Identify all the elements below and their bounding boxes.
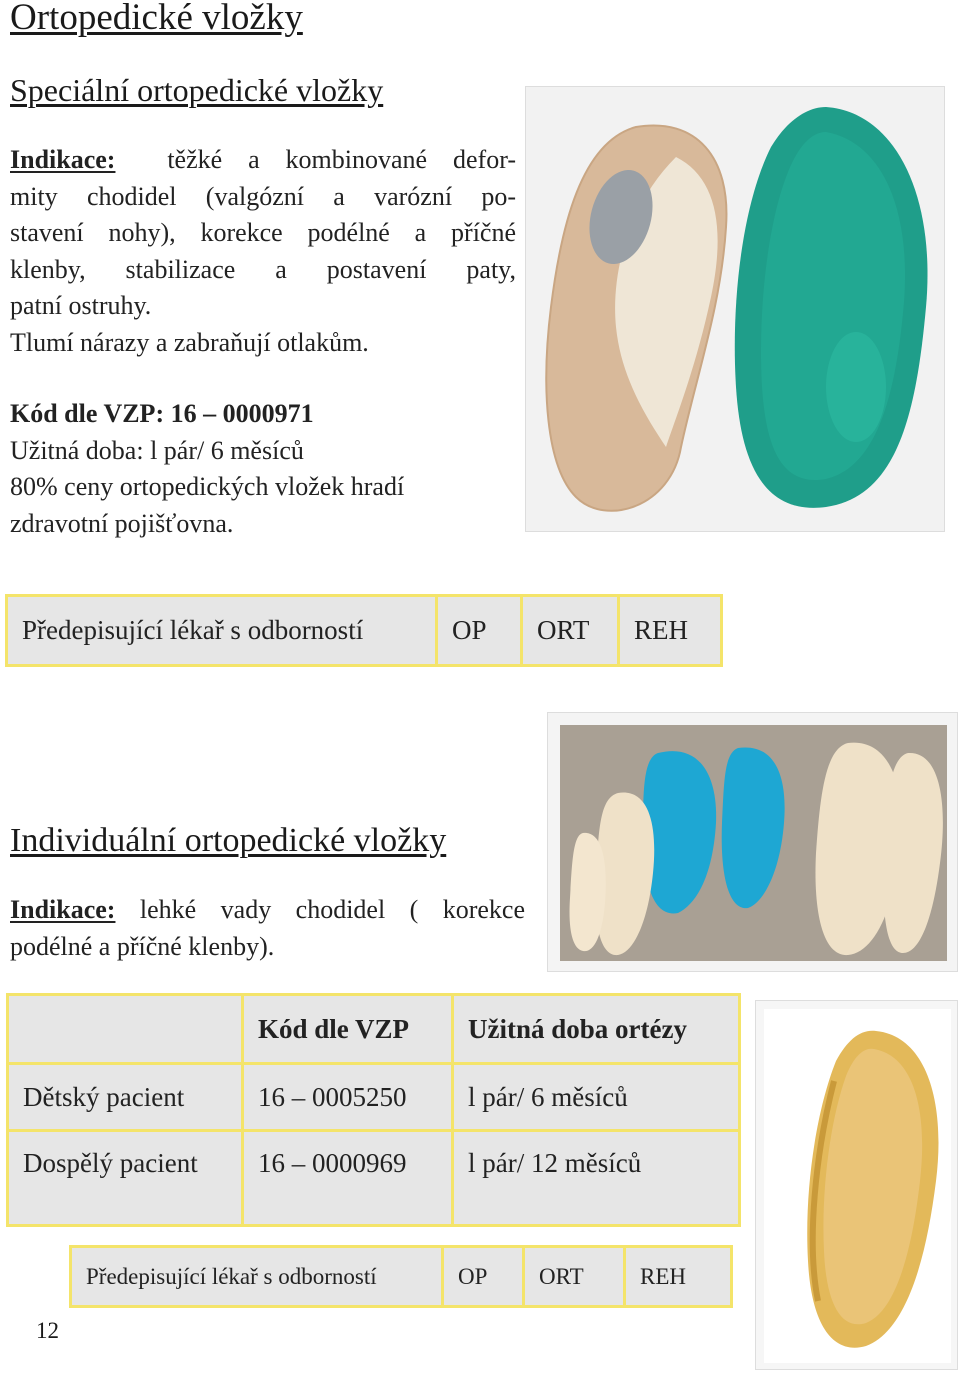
code-table-row-1-patient: Dětský pacient <box>6 1062 244 1132</box>
code-table-row-2-code: 16 – 0000969 <box>241 1129 454 1227</box>
code-table-row-1-code: 16 – 0005250 <box>241 1062 454 1132</box>
special-lifetime: Užitná doba: l pár/ 6 měsíců <box>10 435 304 465</box>
special-indication-line-3: stavení nohy), korekce podélné a příčné <box>10 218 516 247</box>
special-coverage-line-2: zdravotní pojišťovna. <box>10 508 234 538</box>
individual-indication <box>10 892 525 965</box>
code-table-header-code: Kód dle VZP <box>241 993 454 1065</box>
special-details <box>10 396 404 542</box>
prescriber-table-1-reh: REH <box>617 594 723 667</box>
special-indication-label: Indikace: <box>10 145 116 174</box>
special-indication-line-1: Indikace: těžké a kombinované defor- <box>10 145 517 174</box>
section-heading-individual: Individuální ortopedické vložky <box>10 822 447 859</box>
section-heading-special: Speciální ortopedické vložky <box>10 72 384 108</box>
code-table-row-1-lifetime: l pár/ 6 měsíců <box>451 1062 741 1132</box>
prescriber-table-2-ort: ORT <box>522 1245 626 1308</box>
prescriber-table-1-label: Předepisující lékař s odborností <box>5 594 438 667</box>
special-coverage-line-1: 80% ceny ortopedických vložek hradí <box>10 472 405 501</box>
special-insoles-photo <box>525 86 945 532</box>
code-table-header-lifetime: Užitná doba ortézy <box>451 993 741 1065</box>
yellow-insole-photo <box>755 1000 958 1370</box>
special-indication-line-2: mity chodidel (valgózní a varózní po- <box>10 181 516 211</box>
special-indication-line-4: klenby, stabilizace a postavení paty, <box>10 254 516 284</box>
code-table-header-empty <box>6 993 244 1065</box>
individual-indication-line-1: Indikace: lehké vady chodidel ( korekce <box>10 895 526 924</box>
individual-insoles-photo <box>547 712 958 972</box>
prescriber-table-1-ort: ORT <box>520 594 620 667</box>
prescriber-table-2-op: OP <box>441 1245 525 1308</box>
individual-indication-line-2: podélné a příčné klenby). <box>10 931 275 961</box>
prescriber-table-2-reh: REH <box>623 1245 733 1308</box>
individual-insoles-illustration <box>548 713 958 972</box>
page-title: Ortopedické vložky <box>10 0 303 38</box>
special-indication-line-5: patní ostruhy. <box>10 291 152 320</box>
special-insoles-illustration <box>526 87 945 532</box>
prescriber-table-2-label: Předepisující lékař s odborností <box>69 1245 444 1308</box>
prescriber-table-1-op: OP <box>435 594 523 667</box>
special-vzp-code: Kód dle VZP: 16 – 0000971 <box>10 399 314 428</box>
special-cushion-text: Tlumí nárazy a zabraňují otlakům. <box>10 327 369 357</box>
yellow-insole-illustration <box>756 1001 958 1370</box>
special-indication <box>10 142 516 361</box>
code-table-row-2-lifetime: l pár/ 12 měsíců <box>451 1129 741 1227</box>
individual-indication-label: Indikace: <box>10 895 116 924</box>
code-table-row-2-patient: Dospělý pacient <box>6 1129 244 1227</box>
page-number: 12 <box>36 1318 59 1343</box>
